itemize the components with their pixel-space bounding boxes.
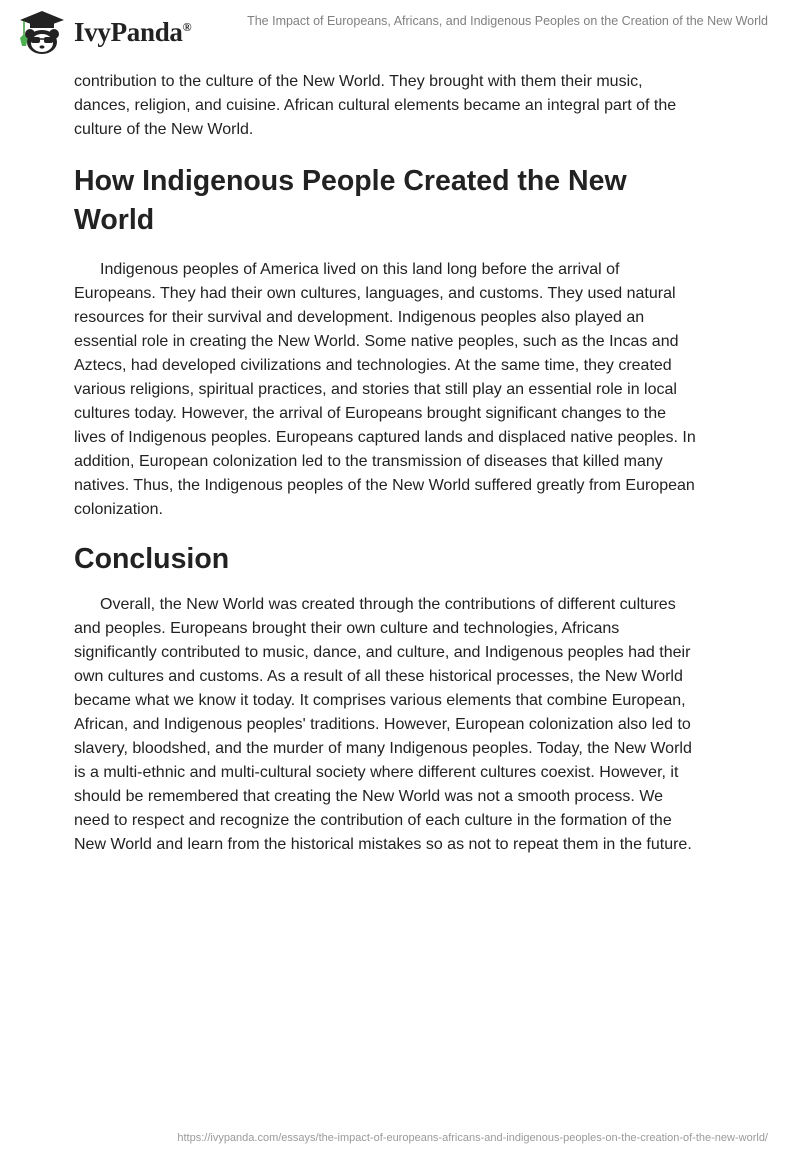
text-line: culture of the New World.: [74, 121, 254, 138]
text-line: African, and Indigenous peoples' traditions. However, European colonization also led to: [74, 716, 691, 733]
text-line: is a multi-ethnic and multi-cultural society where different cultures coexist. However, it: [74, 764, 679, 781]
text-line: need to respect and recognize the contribution of each culture in the formation of the: [74, 812, 672, 829]
text-line: natives. Thus, the Indigenous peoples of the New World suffered greatly from European: [74, 477, 695, 494]
text-line: various religions, spiritual practices, and stories that still play an essential role in local: [74, 381, 677, 398]
brand-name: IvyPanda®: [74, 16, 192, 47]
text-line: resources for their survival and development. Indigenous peoples also played an: [74, 309, 645, 326]
text-line: Europeans. They had their own cultures, languages, and customs. They used natural: [74, 285, 676, 302]
text-line: colonization.: [74, 501, 163, 518]
text-line: lives of Indigenous peoples. Europeans captured lands and displaced native peoples. In: [74, 429, 696, 446]
intro-paragraph: [74, 70, 754, 142]
ivypanda-logo[interactable]: [16, 8, 191, 56]
text-line: became what we know it today. It comprises various elements that combine European,: [74, 692, 686, 709]
text-line: own cultures and customs. As a result of all these historical processes, the New World: [74, 668, 683, 685]
text-line: and peoples. Europeans brought their own culture and technologies, Africans: [74, 620, 620, 637]
essay-content: [74, 70, 754, 857]
text-line: addition, European colonization led to the transmission of diseases that killed many: [74, 453, 663, 470]
text-line: dances, religion, and cuisine. African cultural elements became an integral part of the: [74, 97, 677, 114]
text-line: New World and learn from the historical mistakes so as not to repeat them in the future.: [74, 836, 692, 853]
text-line: cultures today. However, the arrival of Europeans brought significant changes to the: [74, 405, 667, 422]
text-line: essential role in creating the New World. Some native peoples, such as the Incas and: [74, 333, 679, 350]
section-heading: Conclusion: [74, 543, 230, 575]
panda-graduate-icon: [16, 8, 68, 56]
section-heading: How Indigenous People Created the New World: [74, 165, 627, 236]
text-line: should be remembered that creating the New World was not a smooth process. We: [74, 788, 664, 805]
document-title: The Impact of Europeans, Africans, and Indigenous Peoples on the Creation of the New World: [247, 14, 768, 28]
text-line: Indigenous peoples of America lived on this land long before the arrival of: [100, 261, 620, 278]
text-line: Aztecs, had developed civilizations and technologies. At the same time, they created: [74, 357, 672, 374]
page-header: [0, 0, 800, 56]
section-paragraph: [74, 593, 754, 857]
text-line: Overall, the New World was created through the contributions of different cultures: [100, 596, 676, 613]
text-line: significantly contributed to music, dance, and culture, and Indigenous peoples had their: [74, 644, 691, 661]
text-line: slavery, bloodshed, and the murder of many Indigenous peoples. Today, the New World: [74, 740, 692, 757]
section-paragraph: [74, 258, 754, 522]
text-line: contribution to the culture of the New World. They brought with them their music,: [74, 73, 643, 90]
source-url[interactable]: https://ivypanda.com/essays/the-impact-of-europeans-africans-and-indigenous-peoples-on-the-creation-of-the-new-world/: [177, 1132, 768, 1144]
